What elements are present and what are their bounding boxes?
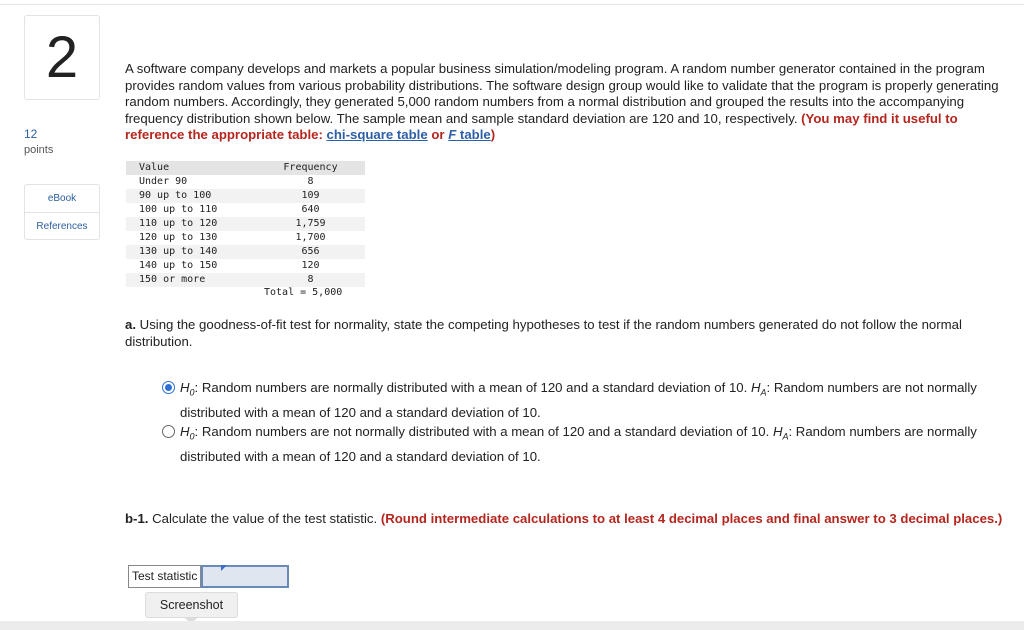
points-block bbox=[24, 126, 53, 158]
resource-links bbox=[24, 184, 100, 240]
value-cell: 150 or more bbox=[126, 273, 256, 287]
prompt-text: A software company develops and markets a popular business simulation/modeling program. A random number generator contained in the program provides random values from various probability distributions. The software design group would like to validate that the program is properly generating random numbers. Accordingly, they generated 5,000 random numbers from a normal distribution and grouped the results into the accompanying frequency distribution shown below. The sample mean and sample standard deviation are 120 and 10, respectively. bbox=[125, 61, 999, 126]
ebook-link[interactable]: eBook bbox=[47, 193, 77, 204]
references-link[interactable]: References bbox=[25, 212, 99, 239]
frequency-cell: 1,759 bbox=[256, 217, 365, 231]
ha-symbol: $H_A$ bbox=[750, 380, 767, 398]
table-row bbox=[126, 273, 365, 287]
value-cell: 130 up to 140 bbox=[126, 245, 256, 259]
option-1-radio[interactable] bbox=[162, 381, 175, 394]
table-row bbox=[126, 189, 365, 203]
ha-symbol: $H_A$ bbox=[772, 424, 789, 442]
test-statistic-row bbox=[128, 565, 289, 588]
frequency-cell: 109 bbox=[256, 189, 365, 203]
table-row bbox=[126, 259, 365, 273]
value-cell: 110 up to 120 bbox=[126, 217, 256, 231]
h0-symbol: $H_0$ bbox=[180, 380, 195, 398]
points-label: points bbox=[24, 144, 54, 156]
test-statistic-label: Test statistic bbox=[128, 565, 201, 588]
frequency-cell: 8 bbox=[256, 273, 365, 287]
value-cell: Under 90 bbox=[139, 176, 188, 187]
frequency-column-header: Frequency bbox=[256, 161, 365, 175]
part-b1-question bbox=[125, 510, 1005, 527]
part-b1-label: b-1. bbox=[125, 511, 149, 526]
option-2-text: $H_0$: Random numbers are not normally distributed with a mean of 120 and a standard deviation of 10. $H_A$: Random numbers are normally distributed with a mean of 120 and a standard deviation of 10. bbox=[180, 424, 977, 464]
value-cell: 120 up to 130 bbox=[139, 232, 218, 243]
part-a-question bbox=[125, 316, 1000, 350]
rounding-instruction: (Round intermediate calculations to at least 4 decimal places and final answer to 3 decimal places.) bbox=[380, 511, 1003, 526]
input-flag-icon bbox=[221, 565, 227, 571]
value-cell: 140 up to 150 bbox=[139, 260, 218, 271]
frequency-cell: 640 bbox=[301, 204, 320, 215]
option-1-text: $H_0$: Random numbers are normally distributed with a mean of 120 and a standard deviation of 10. $H_A$: Random numbers are not normally distributed with a mean of 120 and a standard deviation of 10. bbox=[180, 380, 977, 420]
question-prompt bbox=[125, 61, 1000, 144]
table-hint: (You may find it useful to reference the appropriate table: chi-square table or F table) bbox=[125, 110, 958, 142]
hypothesis-option-2[interactable] bbox=[162, 422, 982, 467]
part-a-label: a. bbox=[125, 317, 136, 332]
table-header-row bbox=[126, 161, 365, 175]
h0-symbol: $H_0$ bbox=[180, 424, 195, 442]
top-divider bbox=[0, 4, 1024, 5]
value-column-header: Value bbox=[126, 161, 256, 175]
f-table-link[interactable]: F table bbox=[448, 127, 491, 142]
table-total: Total = 5,000 bbox=[264, 287, 343, 298]
points-value: 12 bbox=[24, 127, 38, 141]
value-cell: 100 up to 110 bbox=[139, 204, 218, 215]
question-number: 2 bbox=[24, 15, 100, 100]
table-row bbox=[126, 217, 365, 231]
frequency-cell: 656 bbox=[256, 245, 365, 259]
chi-square-table-link[interactable]: chi-square table bbox=[326, 127, 428, 142]
frequency-cell: 8 bbox=[307, 176, 314, 187]
table-row bbox=[126, 175, 365, 189]
hypothesis-option-1[interactable] bbox=[162, 378, 982, 423]
option-2-radio[interactable] bbox=[162, 425, 175, 438]
frequency-cell: 1,700 bbox=[295, 232, 326, 243]
value-cell: 90 up to 100 bbox=[126, 189, 256, 203]
frequency-cell: 120 bbox=[301, 260, 320, 271]
table-row bbox=[126, 231, 365, 245]
part-b1-text: Calculate the value of the test statistic. bbox=[148, 511, 381, 526]
table-row bbox=[126, 245, 365, 259]
frequency-table bbox=[126, 161, 365, 287]
test-statistic-input[interactable] bbox=[201, 565, 289, 588]
table-row bbox=[126, 203, 365, 217]
bottom-bar bbox=[0, 621, 1024, 630]
part-a-text: Using the goodness-of-fit test for normality, state the competing hypotheses to test if the random numbers generated do not follow the normal distribution. bbox=[125, 317, 962, 349]
screenshot-button[interactable]: Screenshot bbox=[145, 592, 238, 618]
